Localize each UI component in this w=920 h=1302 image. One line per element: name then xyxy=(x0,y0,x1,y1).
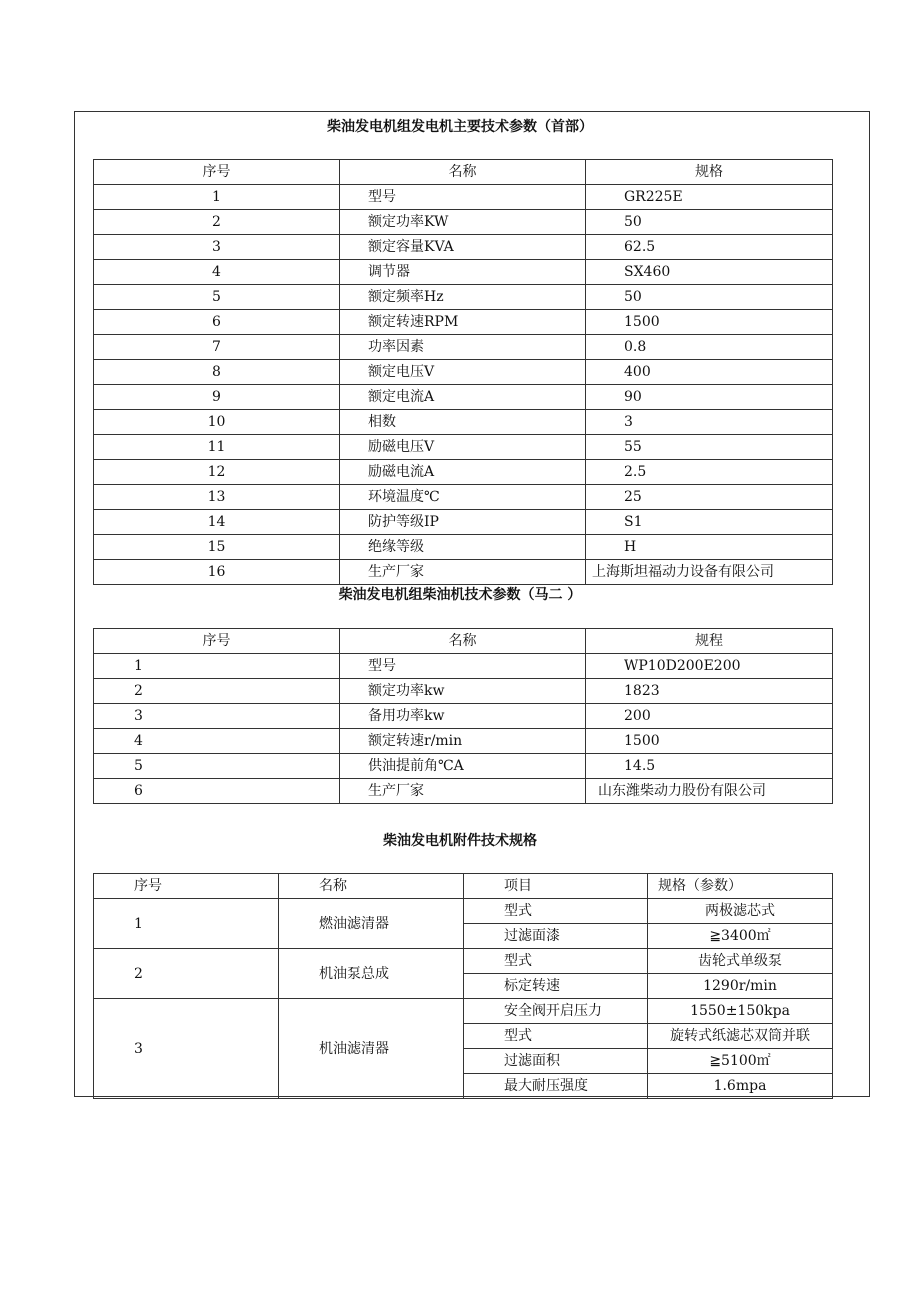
column-header: 规格（参数） xyxy=(648,874,833,899)
param-name: 生产厂家 xyxy=(340,560,586,585)
column-header: 规程 xyxy=(586,629,833,654)
table-row xyxy=(94,435,833,460)
table-row xyxy=(94,310,833,335)
param-value: 14.5 xyxy=(586,754,833,779)
table-header-row xyxy=(94,629,833,654)
column-header: 序号 xyxy=(94,160,340,185)
param-name: 额定转速r/min xyxy=(340,729,586,754)
row-number: 14 xyxy=(94,510,340,535)
param-value: 1500 xyxy=(586,729,833,754)
item-value: 1290r/min xyxy=(648,974,833,999)
item-name: 最大耐压强度 xyxy=(464,1074,648,1099)
row-number: 2 xyxy=(94,679,340,704)
accessory-name: 燃油滤清器 xyxy=(279,899,464,949)
table-row xyxy=(94,754,833,779)
table-row xyxy=(94,185,833,210)
row-number: 7 xyxy=(94,335,340,360)
param-name: 额定电流A xyxy=(340,385,586,410)
item-value: ≧5100㎡ xyxy=(648,1049,833,1074)
item-value: 两极滤芯式 xyxy=(648,899,833,924)
column-header: 项目 xyxy=(464,874,648,899)
item-value: 旋转式纸滤芯双筒并联 xyxy=(648,1024,833,1049)
param-name: 型号 xyxy=(340,654,586,679)
param-value: 山东潍柴动力股份有限公司 xyxy=(586,779,833,804)
param-value: 55 xyxy=(586,435,833,460)
table-row xyxy=(94,654,833,679)
row-number: 4 xyxy=(94,260,340,285)
table-row xyxy=(94,729,833,754)
section2-title: 柴油发电机组柴油机技术参数（马二 ） xyxy=(338,587,582,603)
param-name: 防护等级IP xyxy=(340,510,586,535)
param-value: WP10D200E200 xyxy=(586,654,833,679)
row-number: 15 xyxy=(94,535,340,560)
accessory-name: 机油泵总成 xyxy=(279,949,464,999)
item-value: 1.6mpa xyxy=(648,1074,833,1099)
table-row xyxy=(94,679,833,704)
param-value: SX460 xyxy=(586,260,833,285)
param-name: 功率因素 xyxy=(340,335,586,360)
column-header: 序号 xyxy=(94,629,340,654)
param-value: 400 xyxy=(586,360,833,385)
param-value: 90 xyxy=(586,385,833,410)
item-value: 1550±150kpa xyxy=(648,999,833,1024)
row-number: 13 xyxy=(94,485,340,510)
table-row xyxy=(94,779,833,804)
param-value: 25 xyxy=(586,485,833,510)
param-value: 200 xyxy=(586,704,833,729)
accessory-specs-table xyxy=(93,873,833,1099)
param-name: 备用功率kw xyxy=(340,704,586,729)
param-name: 相数 xyxy=(340,410,586,435)
row-number: 10 xyxy=(94,410,340,435)
column-header: 名称 xyxy=(340,160,586,185)
table-row xyxy=(94,535,833,560)
param-name: 励磁电流A xyxy=(340,460,586,485)
generator-params-table xyxy=(93,159,833,585)
param-value: 62.5 xyxy=(586,235,833,260)
row-number: 4 xyxy=(94,729,340,754)
section1-title: 柴油发电机组发电机主要技术参数（首部） xyxy=(327,119,593,135)
diesel-engine-params-table xyxy=(93,628,833,804)
param-name: 额定电压V xyxy=(340,360,586,385)
param-name: 额定转速RPM xyxy=(340,310,586,335)
column-header: 规格 xyxy=(586,160,833,185)
row-number: 12 xyxy=(94,460,340,485)
item-name: 型式 xyxy=(464,1024,648,1049)
row-number: 11 xyxy=(94,435,340,460)
table-row xyxy=(94,260,833,285)
column-header: 名称 xyxy=(340,629,586,654)
section3-title: 柴油发电机附件技术规格 xyxy=(383,833,537,849)
table-row xyxy=(94,560,833,585)
column-header: 名称 xyxy=(279,874,464,899)
table-row xyxy=(94,485,833,510)
param-name: 励磁电压V xyxy=(340,435,586,460)
item-name: 过滤面漆 xyxy=(464,924,648,949)
param-value: 上海斯坦福动力设备有限公司 xyxy=(586,560,833,585)
param-value: 1500 xyxy=(586,310,833,335)
param-value: 1823 xyxy=(586,679,833,704)
table-row xyxy=(94,410,833,435)
param-value: 3 xyxy=(586,410,833,435)
row-number: 3 xyxy=(94,235,340,260)
param-name: 型号 xyxy=(340,185,586,210)
table-header-row xyxy=(94,160,833,185)
row-number: 1 xyxy=(94,185,340,210)
param-name: 额定功率kw xyxy=(340,679,586,704)
row-number: 9 xyxy=(94,385,340,410)
param-name: 额定频率Hz xyxy=(340,285,586,310)
table-row xyxy=(94,704,833,729)
param-name: 供油提前角℃A xyxy=(340,754,586,779)
param-value: GR225E xyxy=(586,185,833,210)
table-row xyxy=(94,999,833,1024)
row-number: 5 xyxy=(94,754,340,779)
param-name: 额定功率KW xyxy=(340,210,586,235)
column-header: 序号 xyxy=(94,874,279,899)
table-row xyxy=(94,335,833,360)
table-row xyxy=(94,385,833,410)
table-row xyxy=(94,460,833,485)
param-value: 2.5 xyxy=(586,460,833,485)
row-number: 2 xyxy=(94,210,340,235)
accessory-name: 机油滤清器 xyxy=(279,999,464,1099)
row-number: 16 xyxy=(94,560,340,585)
table-row xyxy=(94,285,833,310)
item-name: 标定转速 xyxy=(464,974,648,999)
row-number: 8 xyxy=(94,360,340,385)
row-number: 5 xyxy=(94,285,340,310)
table-row xyxy=(94,210,833,235)
table-header-row xyxy=(94,874,833,899)
param-value: S1 xyxy=(586,510,833,535)
row-number: 1 xyxy=(94,899,279,949)
item-value: ≧3400㎡ xyxy=(648,924,833,949)
table-row xyxy=(94,360,833,385)
item-name: 过滤面积 xyxy=(464,1049,648,1074)
param-name: 生产厂家 xyxy=(340,779,586,804)
param-value: 0.8 xyxy=(586,335,833,360)
param-name: 环境温度℃ xyxy=(340,485,586,510)
row-number: 2 xyxy=(94,949,279,999)
row-number: 3 xyxy=(94,999,279,1099)
table-row xyxy=(94,235,833,260)
param-value: 50 xyxy=(586,285,833,310)
row-number: 6 xyxy=(94,310,340,335)
item-name: 型式 xyxy=(464,899,648,924)
item-name: 安全阀开启压力 xyxy=(464,999,648,1024)
param-name: 调节器 xyxy=(340,260,586,285)
table-row xyxy=(94,899,833,924)
item-name: 型式 xyxy=(464,949,648,974)
row-number: 3 xyxy=(94,704,340,729)
param-value: 50 xyxy=(586,210,833,235)
row-number: 6 xyxy=(94,779,340,804)
param-name: 绝缘等级 xyxy=(340,535,586,560)
table-row xyxy=(94,510,833,535)
param-name: 额定容量KVA xyxy=(340,235,586,260)
item-value: 齿轮式单级泵 xyxy=(648,949,833,974)
param-value: H xyxy=(586,535,833,560)
row-number: 1 xyxy=(94,654,340,679)
table-row xyxy=(94,949,833,974)
